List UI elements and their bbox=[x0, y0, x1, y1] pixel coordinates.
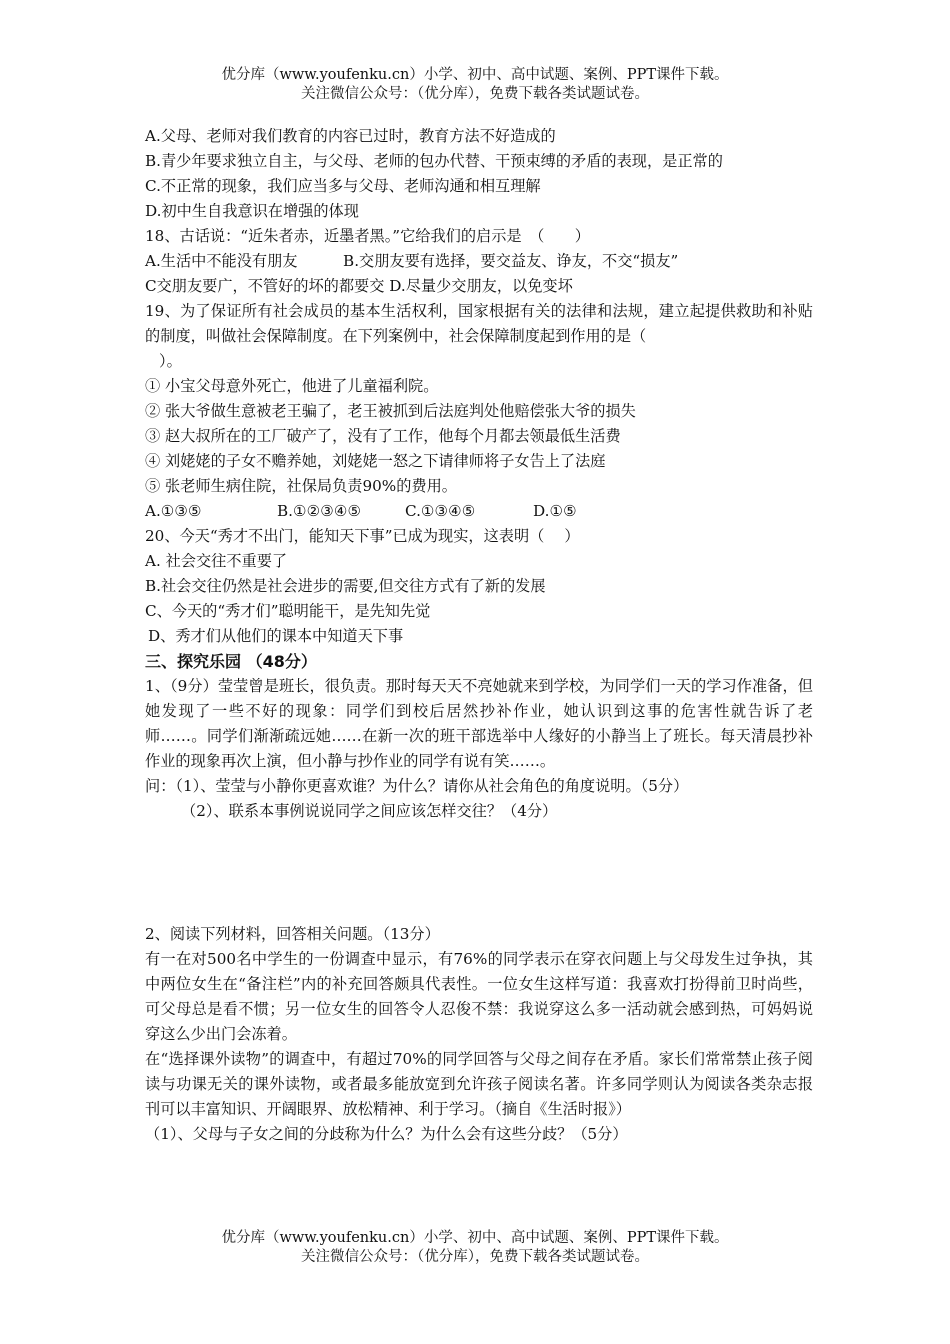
q19-item: ④ 刘姥姥的子女不赡养她，刘姥姥一怒之下请律师将子女告上了法庭 bbox=[145, 452, 606, 470]
inquiry-2-heading: 2、阅读下列材料，回答相关问题。（13分） bbox=[145, 925, 440, 943]
header-line-2: 关注微信公众号：（优分库），免费下载各类试题试卷。 bbox=[301, 86, 649, 102]
q19-stem-end: ）。 bbox=[159, 352, 182, 370]
q19-option-a: A.①③⑤ bbox=[145, 502, 202, 520]
inquiry-2-paragraph-1: 有一在对500名中学生的一份调查中显示，有76%的同学表示在穿衣问题上与父母发生过争执，其中两位女生在“备注栏”内的补充回答颇具代表性。一位女生这样写道：我喜欢打扮得前卫时尚些，可父母总是看不惯；另一位女生的回答令人忍俊不禁：我说穿这么多一活动就会感到热，可妈妈说穿这么少出门会冻着。 bbox=[145, 950, 813, 1043]
q19-option-d: D.①⑤ bbox=[533, 502, 577, 520]
footer-line-1: 优分库（www.youfenku.cn）小学、初中、高中试题、案例、PPT课件下载。 bbox=[221, 1230, 729, 1246]
q18-stem: 18、古话说：“近朱者赤，近墨者黑。”它给我们的启示是 （ ） bbox=[145, 227, 590, 245]
q19-item: ⑤ 张老师生病住院，社保局负责90%的费用。 bbox=[145, 477, 457, 495]
question-17-options bbox=[145, 124, 813, 224]
q19-options bbox=[145, 499, 813, 524]
header-line-1: 优分库（www.youfenku.cn）小学、初中、高中试题、案例、PPT课件下载。 bbox=[221, 67, 729, 83]
q20-stem: 20、今天“秀才不出门，能知天下事”已成为现实，这表明（ ） bbox=[145, 527, 580, 545]
q20-option-c: C、今天的“秀才们”聪明能干，是先知先觉 bbox=[145, 602, 431, 620]
inquiry-1-question-1: 问：（1）、莹莹与小静你更喜欢谁？为什么？请你从社会角色的角度说明。（5分） bbox=[145, 777, 689, 795]
q20-option-b: B.社会交往仍然是社会进步的需要,但交往方式有了新的发展 bbox=[145, 577, 546, 595]
q19-stem: 19、为了保证所有社会成员的基本生活权利，国家根据有关的法律和法规，建立起提供救助和补贴的制度，叫做社会保障制度。在下列案例中，社会保障制度起到作用的是（ bbox=[145, 302, 813, 345]
q19-option-b: B.①②③④⑤ bbox=[277, 502, 362, 520]
section-3-title: 三、探究乐园 （48分） bbox=[145, 652, 317, 671]
page-footer bbox=[0, 1229, 950, 1267]
question-18 bbox=[145, 224, 813, 299]
q19-item: ③ 赵大叔所在的工厂破产了，没有了工作，他每个月都去领最低生活费 bbox=[145, 427, 621, 445]
q20-option-d: D、秀才们从他们的课本中知道天下事 bbox=[148, 627, 404, 645]
question-20 bbox=[145, 524, 813, 649]
inquiry-1 bbox=[145, 674, 813, 824]
q19-option-c: C.①③④⑤ bbox=[405, 502, 476, 520]
q18-options-row-2: C交朋友要广，不管好的坏的都要交 D.尽量少交朋友，以免变坏 bbox=[145, 277, 573, 295]
inquiry-2-question-1: （1）、父母与子女之间的分歧称为什么？为什么会有这些分歧？（5分） bbox=[145, 1125, 628, 1143]
inquiry-2 bbox=[145, 922, 813, 1147]
q20-option-a: A. 社会交往不重要了 bbox=[145, 552, 288, 570]
q17-option-a: A.父母、老师对我们教育的内容已过时，教育方法不好造成的 bbox=[145, 127, 556, 145]
page-header bbox=[0, 66, 950, 104]
exam-content bbox=[145, 124, 813, 1147]
q18-options-row-1: A.生活中不能没有朋友 B.交朋友要有选择，要交益友、诤友，不交“损友” bbox=[145, 252, 679, 270]
footer-line-2: 关注微信公众号：（优分库），免费下载各类试题试卷。 bbox=[301, 1249, 649, 1265]
inquiry-1-question-2: （2）、联系本事例说说同学之间应该怎样交往？（4分） bbox=[181, 802, 558, 820]
answer-space bbox=[145, 824, 813, 922]
q17-option-c: C.不正常的现象，我们应当多与父母、老师沟通和相互理解 bbox=[145, 177, 541, 195]
q19-item: ② 张大爷做生意被老王骗了，老王被抓到后法庭判处他赔偿张大爷的损失 bbox=[145, 402, 636, 420]
q17-option-b: B.青少年要求独立自主，与父母、老师的包办代替、干预束缚的矛盾的表现，是正常的 bbox=[145, 152, 723, 170]
q19-item: ① 小宝父母意外死亡，他进了儿童福利院。 bbox=[145, 377, 439, 395]
inquiry-1-text: 1、（9分）莹莹曾是班长，很负责。那时每天天不亮她就来到学校，为同学们一天的学习作准备，但她发现了一些不好的现象：同学们到校后居然抄补作业，她认识到这事的危害性就告诉了老师……。同学们渐渐疏远她……在新一次的班干部选举中人缘好的小静当上了班长。每天清晨抄补作业的现象再次上演，但小静与抄作业的同学有说有笑……。 bbox=[145, 677, 813, 770]
q17-option-d: D.初中生自我意识在增强的体现 bbox=[145, 202, 359, 220]
question-19 bbox=[145, 299, 813, 524]
inquiry-2-paragraph-2: 在“选择课外读物”的调查中，有超过70%的同学回答与父母之间存在矛盾。家长们常常禁止孩子阅读与功课无关的课外读物，或者最多能放宽到允许孩子阅读名著。许多同学则认为阅读各类杂志报刊可以丰富知识、开阔眼界、放松精神、利于学习。（摘自《生活时报》） bbox=[145, 1050, 813, 1118]
